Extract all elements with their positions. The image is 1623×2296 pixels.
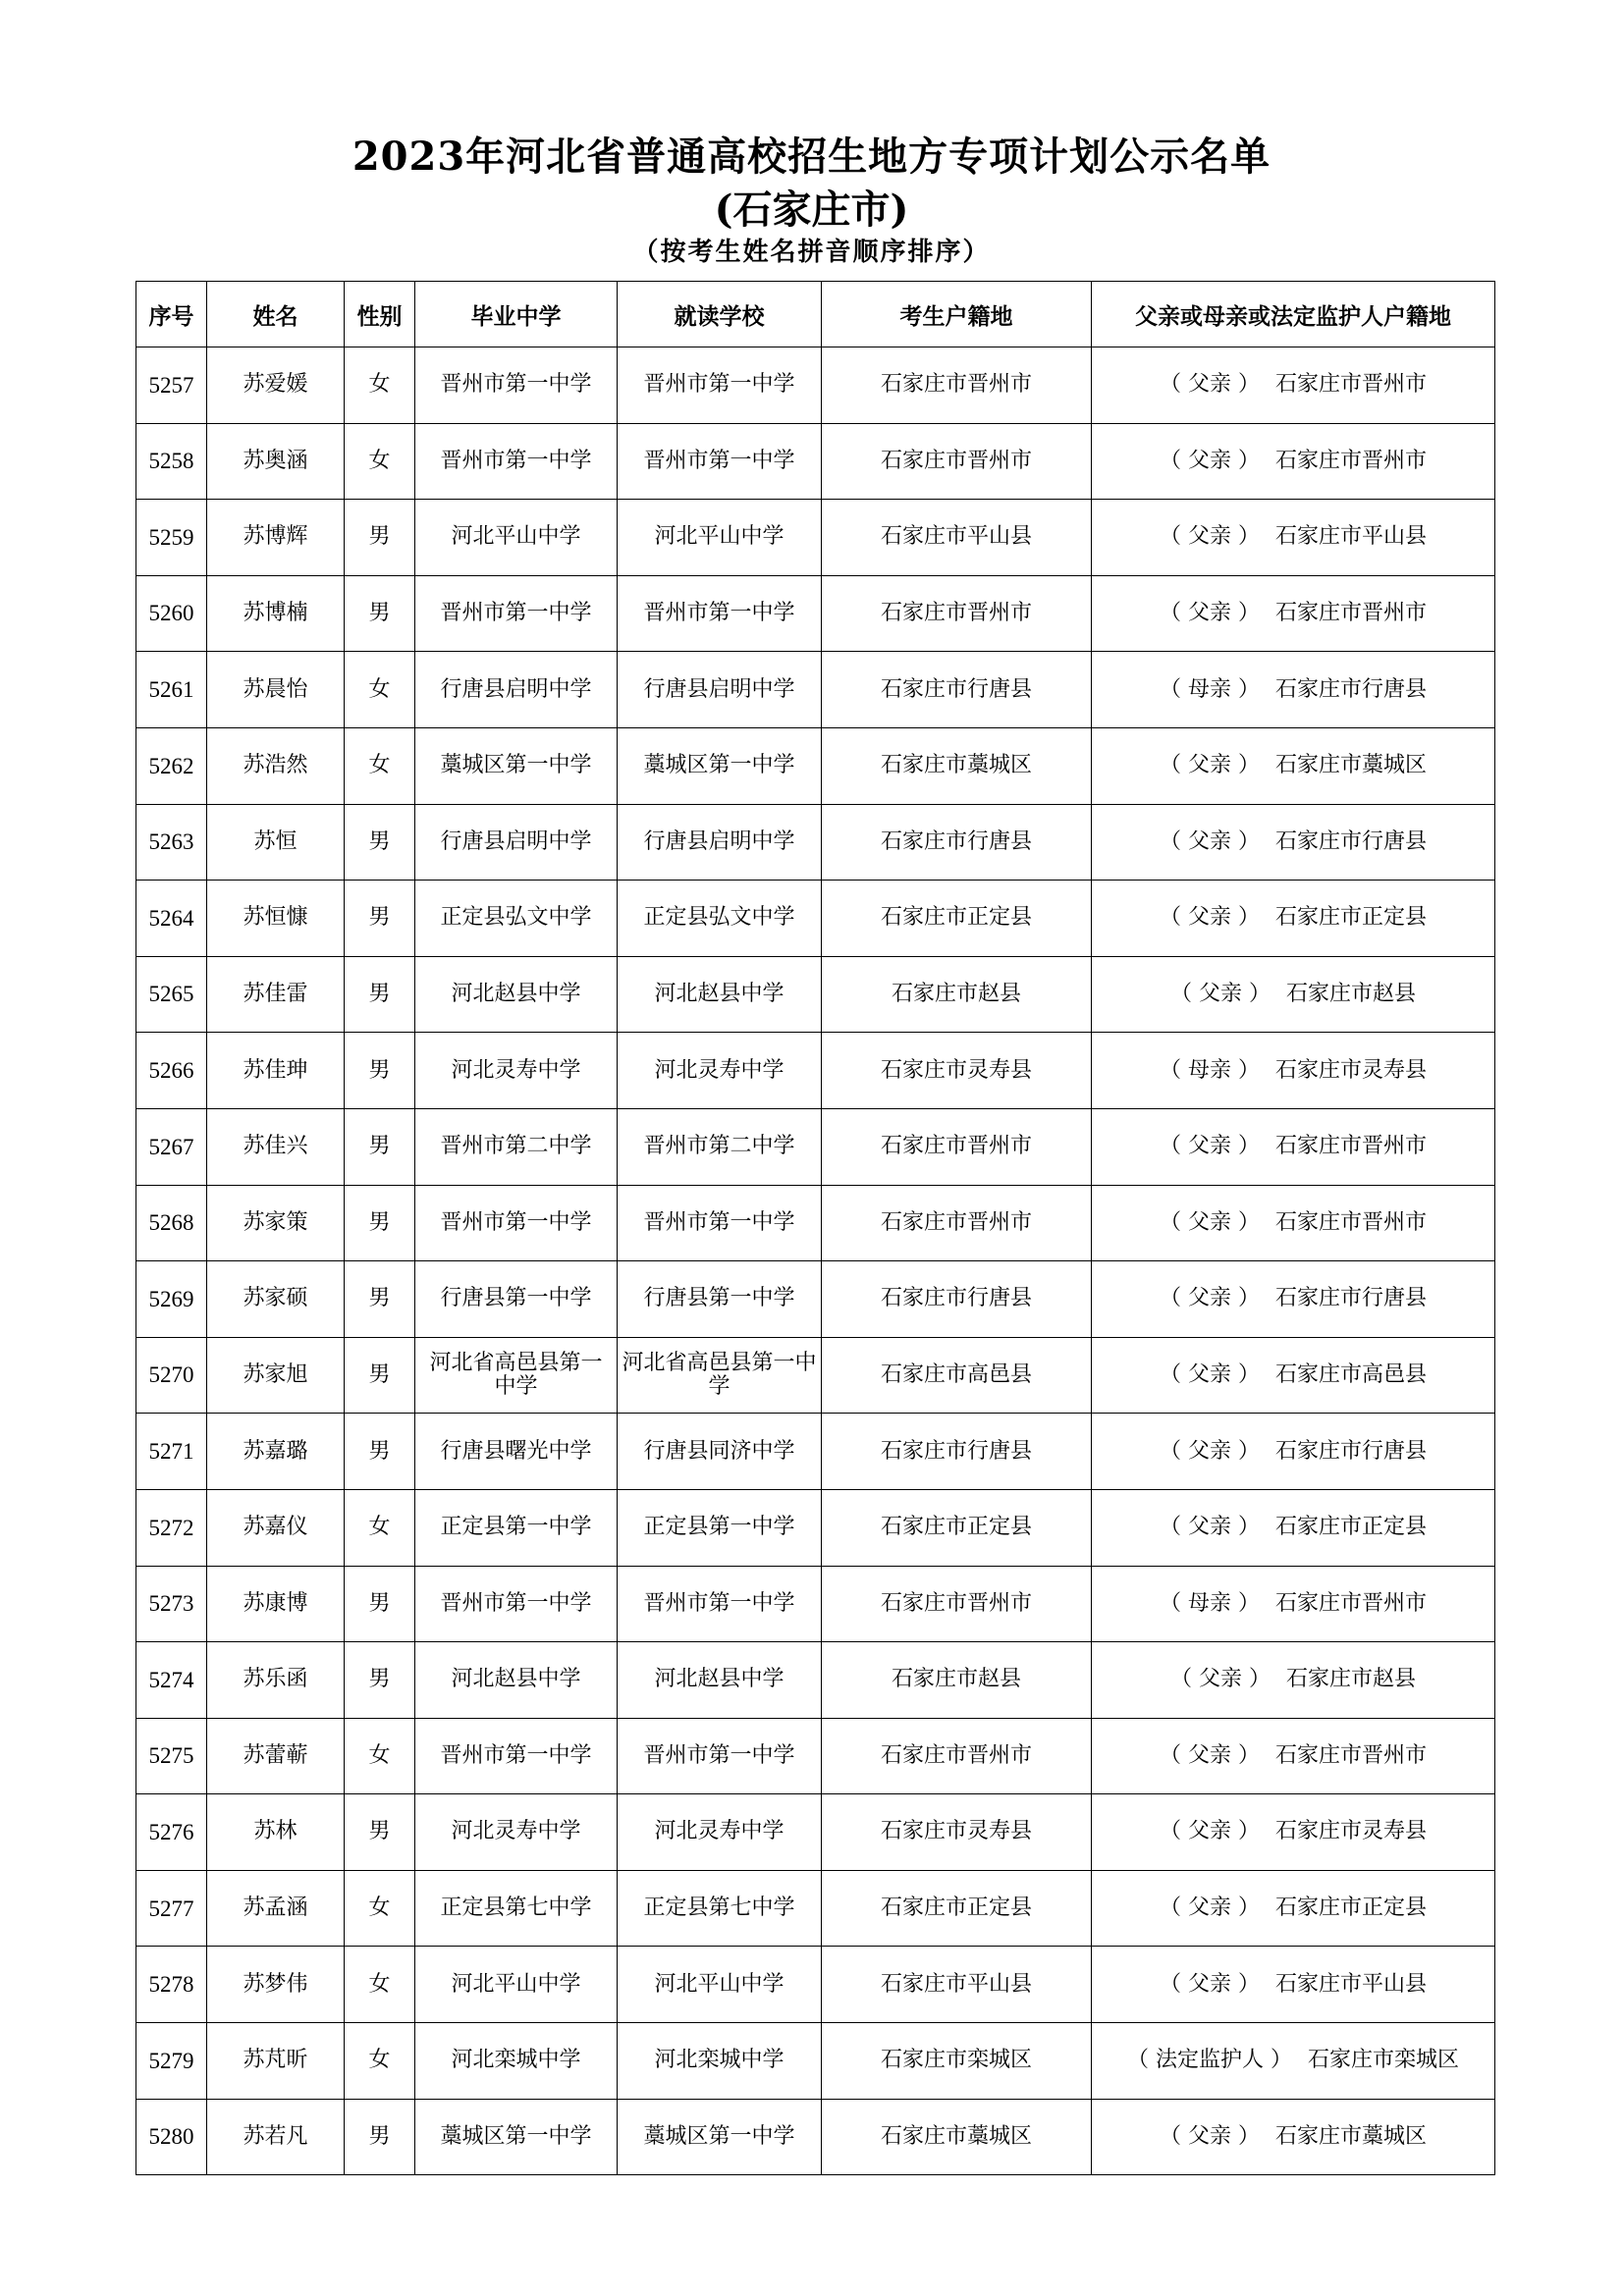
table-row (136, 500, 1495, 576)
cell-hukou: 石家庄市晋州市 (822, 1566, 1092, 1642)
cell-guardian (1092, 1642, 1495, 1719)
cell-name: 苏康博 (207, 1566, 345, 1642)
cell-guardian (1092, 1033, 1495, 1109)
guardian-relation: （ 父亲 ） (1159, 2123, 1260, 2149)
table-row (136, 575, 1495, 652)
cell-grad-school: 行唐县启明中学 (415, 804, 618, 881)
cell-gender: 男 (345, 1185, 415, 1261)
guardian-relation: （ 父亲 ） (1159, 905, 1260, 931)
guardian-relation: （ 父亲 ） (1159, 448, 1260, 473)
cell-gender: 女 (345, 1870, 415, 1947)
table-row (136, 423, 1495, 500)
cell-grad-school: 正定县第一中学 (415, 1489, 618, 1566)
cell-gender: 女 (345, 423, 415, 500)
table-row (136, 1033, 1495, 1109)
cell-guardian (1092, 1947, 1495, 2023)
cell-guardian (1092, 500, 1495, 576)
cell-grad-school: 晋州市第一中学 (415, 1718, 618, 1794)
cell-no: 5275 (136, 1718, 207, 1794)
cell-no: 5270 (136, 1337, 207, 1414)
cell-grad-school: 河北赵县中学 (415, 1642, 618, 1719)
cell-no: 5267 (136, 1108, 207, 1185)
cell-gender: 男 (345, 1337, 415, 1414)
cell-guardian (1092, 2099, 1495, 2175)
cell-no: 5273 (136, 1566, 207, 1642)
table-row (136, 1108, 1495, 1185)
cell-grad-school: 行唐县曙光中学 (415, 1414, 618, 1490)
cell-hukou: 石家庄市晋州市 (822, 423, 1092, 500)
cell-no: 5260 (136, 575, 207, 652)
guardian-relation: （ 法定监护人 ） (1126, 2048, 1292, 2073)
cell-no: 5272 (136, 1489, 207, 1566)
roster-table-body (136, 347, 1495, 2175)
cell-current-school: 行唐县启明中学 (618, 652, 822, 728)
guardian-hukou: 石家庄市正定县 (1274, 1896, 1427, 1921)
cell-hukou: 石家庄市晋州市 (822, 1185, 1092, 1261)
guardian-relation: （ 父亲 ） (1159, 1896, 1260, 1921)
cell-gender: 男 (345, 500, 415, 576)
cell-hukou: 石家庄市晋州市 (822, 347, 1092, 424)
cell-current-school: 河北灵寿中学 (618, 1033, 822, 1109)
cell-name: 苏家旭 (207, 1337, 345, 1414)
table-row (136, 652, 1495, 728)
cell-gender: 男 (345, 881, 415, 957)
guardian-relation: （ 父亲 ） (1159, 1438, 1260, 1464)
cell-gender: 女 (345, 2023, 415, 2100)
cell-hukou: 石家庄市灵寿县 (822, 1033, 1092, 1109)
cell-no: 5263 (136, 804, 207, 881)
cell-guardian (1092, 1566, 1495, 1642)
cell-hukou: 石家庄市晋州市 (822, 1718, 1092, 1794)
cell-guardian (1092, 347, 1495, 424)
guardian-relation: （ 父亲 ） (1159, 1971, 1260, 1997)
cell-guardian (1092, 1261, 1495, 1338)
cell-name: 苏乐函 (207, 1642, 345, 1719)
cell-name: 苏佳雷 (207, 956, 345, 1033)
cell-hukou: 石家庄市行唐县 (822, 804, 1092, 881)
table-row (136, 1794, 1495, 1871)
guardian-hukou: 石家庄市藁城区 (1274, 753, 1427, 778)
table-row (136, 1947, 1495, 2023)
table-row (136, 1489, 1495, 1566)
cell-current-school: 晋州市第一中学 (618, 1718, 822, 1794)
cell-current-school: 河北栾城中学 (618, 2023, 822, 2100)
guardian-relation: （ 父亲 ） (1159, 1209, 1260, 1235)
table-row (136, 347, 1495, 424)
cell-grad-school: 河北平山中学 (415, 1947, 618, 2023)
cell-no: 5258 (136, 423, 207, 500)
cell-current-school: 河北省高邑县第一中学 (618, 1337, 822, 1414)
cell-current-school: 河北赵县中学 (618, 1642, 822, 1719)
page-subtitle-city: (石家庄市) (714, 187, 909, 233)
table-header-row (136, 282, 1495, 347)
guardian-relation: （ 母亲 ） (1159, 1057, 1260, 1083)
table-row (136, 804, 1495, 881)
cell-no: 5266 (136, 1033, 207, 1109)
guardian-hukou: 石家庄市行唐县 (1274, 828, 1427, 854)
guardian-relation: （ 父亲 ） (1159, 1362, 1260, 1387)
guardian-hukou: 石家庄市晋州市 (1274, 600, 1427, 625)
cell-current-school: 行唐县启明中学 (618, 804, 822, 881)
cell-grad-school: 晋州市第一中学 (415, 423, 618, 500)
cell-name: 苏梦伟 (207, 1947, 345, 2023)
cell-grad-school: 藁城区第一中学 (415, 727, 618, 804)
cell-current-school: 正定县第七中学 (618, 1870, 822, 1947)
header-cell-current-school: 就读学校 (618, 282, 822, 347)
header-cell-guardian-hukou: 父亲或母亲或法定监护人户籍地 (1092, 282, 1495, 347)
cell-no: 5261 (136, 652, 207, 728)
table-row (136, 1185, 1495, 1261)
guardian-hukou: 石家庄市高邑县 (1274, 1362, 1427, 1387)
guardian-relation: （ 父亲 ） (1159, 1286, 1260, 1311)
cell-hukou: 石家庄市高邑县 (822, 1337, 1092, 1414)
table-row (136, 881, 1495, 957)
header-cell-hukou: 考生户籍地 (822, 282, 1092, 347)
cell-current-school: 晋州市第二中学 (618, 1108, 822, 1185)
cell-hukou: 石家庄市行唐县 (822, 1414, 1092, 1490)
table-row (136, 2099, 1495, 2175)
guardian-hukou: 石家庄市平山县 (1274, 524, 1427, 550)
cell-no: 5265 (136, 956, 207, 1033)
cell-no: 5274 (136, 1642, 207, 1719)
cell-current-school: 河北赵县中学 (618, 956, 822, 1033)
cell-grad-school: 晋州市第一中学 (415, 347, 618, 424)
cell-grad-school: 河北赵县中学 (415, 956, 618, 1033)
cell-gender: 男 (345, 1414, 415, 1490)
cell-name: 苏若凡 (207, 2099, 345, 2175)
cell-hukou: 石家庄市晋州市 (822, 1108, 1092, 1185)
cell-grad-school: 河北栾城中学 (415, 2023, 618, 2100)
cell-guardian (1092, 1794, 1495, 1871)
cell-current-school: 藁城区第一中学 (618, 2099, 822, 2175)
cell-name: 苏浩然 (207, 727, 345, 804)
cell-gender: 男 (345, 1642, 415, 1719)
header-cell-no: 序号 (136, 282, 207, 347)
sort-note: （按考生姓名拼音顺序排序） (632, 238, 991, 267)
cell-guardian (1092, 1718, 1495, 1794)
cell-gender: 男 (345, 1108, 415, 1185)
table-row (136, 1337, 1495, 1414)
guardian-hukou: 石家庄市行唐县 (1274, 1286, 1427, 1311)
cell-current-school: 河北平山中学 (618, 500, 822, 576)
cell-name: 苏爱媛 (207, 347, 345, 424)
cell-hukou: 石家庄市正定县 (822, 1870, 1092, 1947)
cell-name: 苏家硕 (207, 1261, 345, 1338)
cell-no: 5259 (136, 500, 207, 576)
cell-hukou: 石家庄市藁城区 (822, 2099, 1092, 2175)
cell-grad-school: 晋州市第一中学 (415, 1185, 618, 1261)
cell-guardian (1092, 1108, 1495, 1185)
guardian-relation: （ 母亲 ） (1159, 676, 1260, 702)
table-row (136, 956, 1495, 1033)
cell-hukou: 石家庄市平山县 (822, 500, 1092, 576)
cell-hukou: 石家庄市正定县 (822, 1489, 1092, 1566)
guardian-hukou: 石家庄市晋州市 (1274, 372, 1427, 398)
guardian-hukou: 石家庄市灵寿县 (1274, 1057, 1427, 1083)
guardian-relation: （ 父亲 ） (1159, 828, 1260, 854)
cell-guardian (1092, 956, 1495, 1033)
cell-hukou: 石家庄市晋州市 (822, 575, 1092, 652)
cell-current-school: 藁城区第一中学 (618, 727, 822, 804)
cell-guardian (1092, 1337, 1495, 1414)
table-row (136, 1870, 1495, 1947)
table-row (136, 1261, 1495, 1338)
cell-no: 5271 (136, 1414, 207, 1490)
cell-grad-school: 河北灵寿中学 (415, 1033, 618, 1109)
cell-no: 5276 (136, 1794, 207, 1871)
guardian-relation: （ 父亲 ） (1159, 524, 1260, 550)
cell-hukou: 石家庄市赵县 (822, 1642, 1092, 1719)
guardian-relation: （ 父亲 ） (1159, 1819, 1260, 1844)
cell-hukou: 石家庄市栾城区 (822, 2023, 1092, 2100)
cell-hukou: 石家庄市藁城区 (822, 727, 1092, 804)
cell-grad-school: 正定县弘文中学 (415, 881, 618, 957)
guardian-relation: （ 父亲 ） (1159, 372, 1260, 398)
table-row (136, 1414, 1495, 1490)
cell-current-school: 晋州市第一中学 (618, 347, 822, 424)
cell-gender: 男 (345, 2099, 415, 2175)
cell-grad-school: 河北灵寿中学 (415, 1794, 618, 1871)
guardian-hukou: 石家庄市灵寿县 (1274, 1819, 1427, 1844)
header-cell-gender: 性别 (345, 282, 415, 347)
cell-name: 苏林 (207, 1794, 345, 1871)
cell-name: 苏嘉璐 (207, 1414, 345, 1490)
cell-grad-school: 河北省高邑县第一中学 (415, 1337, 618, 1414)
cell-name: 苏蕾蕲 (207, 1718, 345, 1794)
table-row (136, 2023, 1495, 2100)
cell-no: 5280 (136, 2099, 207, 2175)
cell-grad-school: 行唐县第一中学 (415, 1261, 618, 1338)
cell-current-school: 晋州市第一中学 (618, 1566, 822, 1642)
cell-gender: 男 (345, 804, 415, 881)
header-cell-grad-school: 毕业中学 (415, 282, 618, 347)
cell-hukou: 石家庄市正定县 (822, 881, 1092, 957)
table-row (136, 1642, 1495, 1719)
cell-hukou: 石家庄市行唐县 (822, 652, 1092, 728)
cell-gender: 男 (345, 956, 415, 1033)
cell-gender: 女 (345, 1489, 415, 1566)
cell-current-school: 河北灵寿中学 (618, 1794, 822, 1871)
guardian-hukou: 石家庄市行唐县 (1274, 676, 1427, 702)
cell-no: 5279 (136, 2023, 207, 2100)
cell-name: 苏佳珅 (207, 1033, 345, 1109)
cell-hukou: 石家庄市行唐县 (822, 1261, 1092, 1338)
cell-guardian (1092, 575, 1495, 652)
cell-gender: 男 (345, 1261, 415, 1338)
table-row (136, 1566, 1495, 1642)
cell-no: 5257 (136, 347, 207, 424)
cell-no: 5264 (136, 881, 207, 957)
guardian-relation: （ 父亲 ） (1159, 1515, 1260, 1540)
guardian-relation: （ 父亲 ） (1159, 1742, 1260, 1768)
guardian-hukou: 石家庄市正定县 (1274, 1515, 1427, 1540)
cell-name: 苏家策 (207, 1185, 345, 1261)
cell-name: 苏恒慷 (207, 881, 345, 957)
cell-name: 苏芃昕 (207, 2023, 345, 2100)
guardian-hukou: 石家庄市行唐县 (1274, 1438, 1427, 1464)
cell-gender: 男 (345, 1566, 415, 1642)
cell-gender: 女 (345, 1947, 415, 2023)
cell-current-school: 正定县第一中学 (618, 1489, 822, 1566)
cell-grad-school: 藁城区第一中学 (415, 2099, 618, 2175)
cell-guardian (1092, 2023, 1495, 2100)
cell-current-school: 晋州市第一中学 (618, 575, 822, 652)
cell-grad-school: 晋州市第一中学 (415, 1566, 618, 1642)
guardian-hukou: 石家庄市晋州市 (1274, 448, 1427, 473)
cell-current-school: 行唐县同济中学 (618, 1414, 822, 1490)
cell-gender: 女 (345, 727, 415, 804)
guardian-hukou: 石家庄市晋州市 (1274, 1209, 1427, 1235)
guardian-relation: （ 父亲 ） (1159, 753, 1260, 778)
cell-grad-school: 行唐县启明中学 (415, 652, 618, 728)
guardian-relation: （ 父亲 ） (1169, 981, 1271, 1006)
cell-name: 苏博辉 (207, 500, 345, 576)
cell-current-school: 正定县弘文中学 (618, 881, 822, 957)
cell-gender: 男 (345, 1794, 415, 1871)
cell-name: 苏博楠 (207, 575, 345, 652)
table-row (136, 1718, 1495, 1794)
cell-name: 苏恒 (207, 804, 345, 881)
cell-gender: 女 (345, 652, 415, 728)
cell-name: 苏晨怡 (207, 652, 345, 728)
cell-name: 苏嘉仪 (207, 1489, 345, 1566)
cell-guardian (1092, 804, 1495, 881)
cell-name: 苏奥涵 (207, 423, 345, 500)
cell-guardian (1092, 423, 1495, 500)
cell-gender: 男 (345, 575, 415, 652)
guardian-relation: （ 父亲 ） (1159, 600, 1260, 625)
cell-grad-school: 正定县第七中学 (415, 1870, 618, 1947)
cell-guardian (1092, 1185, 1495, 1261)
cell-hukou: 石家庄市赵县 (822, 956, 1092, 1033)
cell-name: 苏孟涵 (207, 1870, 345, 1947)
cell-current-school: 行唐县第一中学 (618, 1261, 822, 1338)
guardian-hukou: 石家庄市栾城区 (1307, 2048, 1459, 2073)
guardian-hukou: 石家庄市藁城区 (1274, 2123, 1427, 2149)
page-title: 2023年河北省普通高校招生地方专项计划公示名单 (352, 133, 1271, 180)
cell-no: 5268 (136, 1185, 207, 1261)
cell-guardian (1092, 881, 1495, 957)
guardian-relation: （ 父亲 ） (1159, 1134, 1260, 1159)
guardian-hukou: 石家庄市赵县 (1285, 1667, 1416, 1692)
guardian-hukou: 石家庄市晋州市 (1274, 1742, 1427, 1768)
cell-guardian (1092, 1870, 1495, 1947)
guardian-hukou: 石家庄市平山县 (1274, 1971, 1427, 1997)
cell-grad-school: 晋州市第一中学 (415, 575, 618, 652)
cell-guardian (1092, 727, 1495, 804)
cell-hukou: 石家庄市灵寿县 (822, 1794, 1092, 1871)
cell-grad-school: 晋州市第二中学 (415, 1108, 618, 1185)
cell-hukou: 石家庄市平山县 (822, 1947, 1092, 2023)
cell-current-school: 晋州市第一中学 (618, 1185, 822, 1261)
cell-no: 5269 (136, 1261, 207, 1338)
cell-gender: 女 (345, 347, 415, 424)
cell-no: 5277 (136, 1870, 207, 1947)
cell-grad-school: 河北平山中学 (415, 500, 618, 576)
guardian-hukou: 石家庄市晋州市 (1274, 1590, 1427, 1616)
roster-table (135, 281, 1495, 2175)
cell-guardian (1092, 652, 1495, 728)
cell-no: 5278 (136, 1947, 207, 2023)
cell-no: 5262 (136, 727, 207, 804)
header-cell-name: 姓名 (207, 282, 345, 347)
cell-gender: 女 (345, 1718, 415, 1794)
guardian-hukou: 石家庄市晋州市 (1274, 1134, 1427, 1159)
guardian-hukou: 石家庄市正定县 (1274, 905, 1427, 931)
cell-current-school: 晋州市第一中学 (618, 423, 822, 500)
guardian-hukou: 石家庄市赵县 (1285, 981, 1416, 1006)
cell-current-school: 河北平山中学 (618, 1947, 822, 2023)
cell-guardian (1092, 1414, 1495, 1490)
guardian-relation: （ 母亲 ） (1159, 1590, 1260, 1616)
guardian-relation: （ 父亲 ） (1169, 1667, 1271, 1692)
table-row (136, 727, 1495, 804)
cell-name: 苏佳兴 (207, 1108, 345, 1185)
cell-gender: 男 (345, 1033, 415, 1109)
cell-guardian (1092, 1489, 1495, 1566)
